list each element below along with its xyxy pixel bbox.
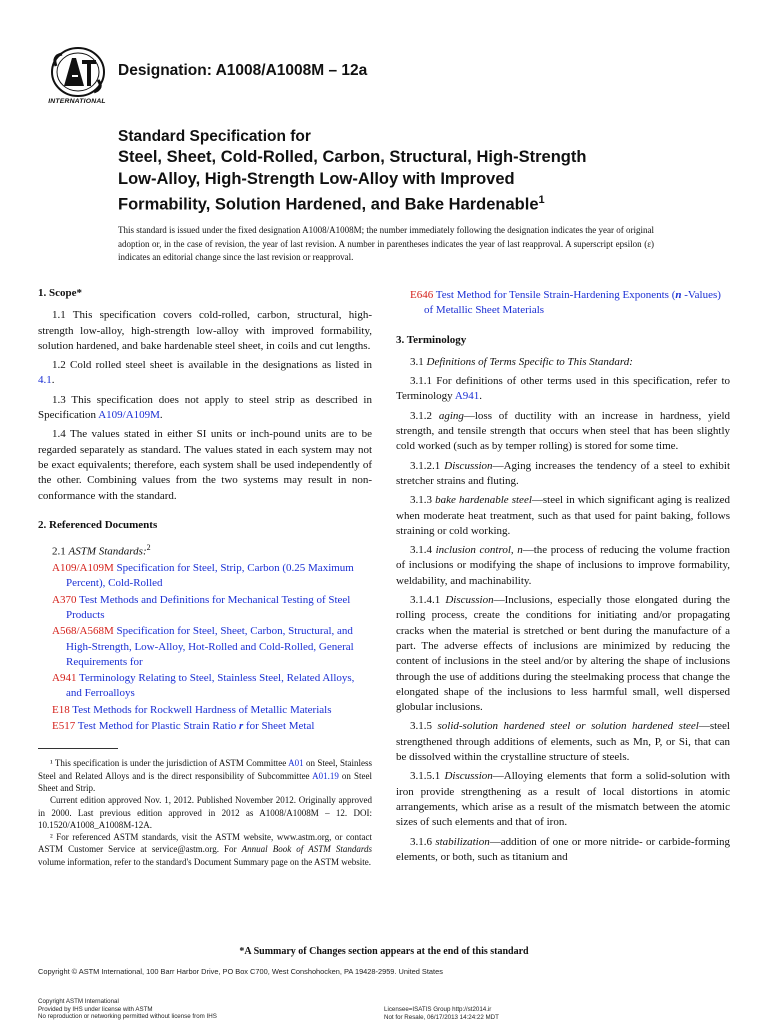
footnote-1-edition: Current edition approved Nov. 1, 2012. Published November 2012. Originally approved in 2000. Last previous edition approved in 2012 as A1008/A1008M – 12. DOI: 10.1520/A1008_A1008M-12A. [38, 795, 372, 830]
footnote-divider [38, 748, 118, 749]
reference-item[interactable]: E517 Test Method for Plastic Strain Ratio r for Sheet Metal [52, 720, 315, 733]
paragraph-1-3: 1.3 This specification does not apply to steel strip as described in Specification A109/A109M. [38, 393, 372, 422]
right-column [396, 288, 730, 869]
footnote-2: ² For referenced ASTM standards, visit the ASTM website, www.astm.org, or contact ASTM Customer Service at service@astm.org. For Annual Book of ASTM Standards volume information, refer to the standard's Document Summary page on the ASTM website. [38, 832, 373, 867]
page-title [118, 126, 678, 216]
paragraph-1-2: 1.2 Cold rolled steel sheet is available in the designations as listed in 4.1. [38, 359, 372, 387]
reference-item[interactable]: E18 Test Methods for Rockwell Hardness of Metallic Materials [52, 703, 332, 716]
link-a109[interactable]: A109/A109M [98, 409, 160, 422]
issuance-notice: This standard is issued under the fixed designation A1008/A1008M; the number immediately following the designation indicates the year of original adoption or, in the case of revision, the year of last revision. A number in parentheses indicates the year of last reapproval. A superscript epsilon (ε) indicates an editorial change since the last revision or reapproval. [118, 225, 654, 262]
title-line-4: Formability, Solution Hardened, and Bake Hardenable [118, 195, 539, 214]
paragraph-3-1-4: 3.1.4 inclusion control, n—the process of reducing the volume fraction of inclusions or modifying the shape of inclusions to improve formability, weldability, and machinability. [396, 544, 730, 587]
left-column [38, 286, 372, 868]
license-info-right: Licensee=ISATIS Group http://st2014.ir Not for Resale, 06/17/2013 14:24:22 MDT [384, 1006, 499, 1021]
link-4-1[interactable]: 4.1 [38, 374, 52, 387]
paragraph-1-1: 1.1 This specification covers cold-rolled, carbon, structural, high-strength low-alloy, high-strength low-alloy with improved formability, solution hardened, and bake hardenable steel sheet, in coils and cut lengths. [38, 309, 372, 352]
title-footnote-marker: 1 [538, 194, 545, 206]
paragraph-3-1-5: 3.1.5 solid-solution hardened steel or solution hardened steel—steel strengthened through additions of elements, such as Mn, P, or Si, that can be dissolved within the crystalline structure of steels. [396, 720, 730, 764]
paragraph-3-1-6: 3.1.6 stabilization—addition of one or more nitride- or carbide-forming elements, or both, such as titanium and [396, 835, 730, 863]
designation: Designation: A1008/A1008M – 12a [118, 62, 368, 79]
astm-logo [42, 46, 112, 110]
paragraph-3-1-2-1: 3.1.2.1 Discussion—Aging increases the tendency of a steel to exhibit stretcher strains and fluting. [396, 459, 731, 487]
link-a01[interactable]: A01 [288, 758, 304, 769]
reference-item[interactable]: A370 Test Methods and Definitions for Mechanical Testing of Steel Products [52, 593, 351, 621]
footnote-1: ¹ This specification is under the jurisdiction of ASTM Committee A01 on Steel, Stainless Steel and Related Alloys and is the direct responsibility of Subcommittee A01.19 on Steel Sheet and Strip. [38, 758, 372, 793]
paragraph-3-1: 3.1 Definitions of Terms Specific to This Standard: [410, 355, 633, 368]
logo-subtext: INTERNATIONAL [48, 98, 106, 105]
reference-item[interactable]: A941 Terminology Relating to Steel, Stainless Steel, Related Alloys, and Ferroalloys [52, 672, 355, 700]
title-line-1: Standard Specification for [118, 128, 311, 145]
section-heading-terminology: 3. Terminology [396, 333, 467, 346]
paragraph-3-1-2: 3.1.2 aging—loss of ductility with an increase in hardness, yield strength, and tensile strength that occurs when steel that has been slightly cold worked (such as by temper rolling) is stored for some time. [396, 409, 731, 453]
title-line-3: Low-Alloy, High-Strength Low-Alloy with Improved [118, 169, 515, 188]
copyright-line: Copyright © ASTM International, 100 Barr Harbor Drive, PO Box C700, West Conshohocken, PA 19428-2959. United States [38, 967, 443, 976]
reference-item[interactable]: A568/A568M Specification for Steel, Sheet, Carbon, Structural, and High-Strength, Low-Alloy, Hot-Rolled and Cold-Rolled, General Requirements for [52, 625, 354, 668]
paragraph-3-1-4-1: 3.1.4.1 Discussion—Inclusions, especially those elongated during the rolling process, create the conditions for initiating and/or propagating cracks when the material is stretched or bent during the manufacture of a part. The adverse effects of inclusions are minimized by reducing the content of inclusions in the steel and/or by altering the shape of inclusions through the use of additions during the steelmaking process that change the elongated shape of the inclusions to less harmful small, well dispersed globular inclusions. [396, 594, 730, 714]
section-heading-references: 2. Referenced Documents [38, 518, 158, 531]
link-a01-19[interactable]: A01.19 [312, 770, 339, 781]
reference-item[interactable]: A109/A109M Specification for Steel, Strip, Carbon (0.25 Maximum Percent), Cold-Rolled [52, 562, 354, 590]
license-info-left: Copyright ASTM International Provided by IHS under license with ASTM No reproduction or networking permitted without license from IHS [38, 998, 217, 1021]
section-heading-scope: 1. Scope* [38, 287, 82, 299]
paragraph-2-1: 2.1 ASTM Standards:$^2$ [52, 543, 151, 558]
title-line-2: Steel, Sheet, Cold-Rolled, Carbon, Structural, High-Strength [118, 148, 587, 166]
link-a941[interactable]: A941 [454, 390, 480, 403]
paragraph-1-4: 1.4 The values stated in either SI units or inch-pound units are to be regarded separately as standard. The values stated in each system may not be exact equivalents; therefore, each system shall be used independently of the other. Combining values from the two systems may result in non-conformance with the standard. [38, 428, 372, 502]
paragraph-3-1-1: 3.1.1 For definitions of other terms used in this specification, refer to Terminology A941. [396, 375, 730, 403]
paragraph-3-1-3: 3.1.3 bake hardenable steel—steel in which significant aging is realized when moderate heat treatment, such as that used for paint baking, follows straining or cold working. [396, 494, 731, 537]
summary-of-changes-note: *A Summary of Changes section appears at the end of this standard [239, 946, 529, 957]
reference-item[interactable]: E646 Test Method for Tensile Strain-Hardening Exponents (n -Values) of Metallic Sheet Materials [410, 289, 721, 317]
paragraph-3-1-5-1: 3.1.5.1 Discussion—Alloying elements that form a solid-solution with iron provide strengthening as a result of local distortions in atomic arrangements, which arise as a result of the mismatch between the atomic sizes of such elements and that of iron. [396, 770, 731, 829]
